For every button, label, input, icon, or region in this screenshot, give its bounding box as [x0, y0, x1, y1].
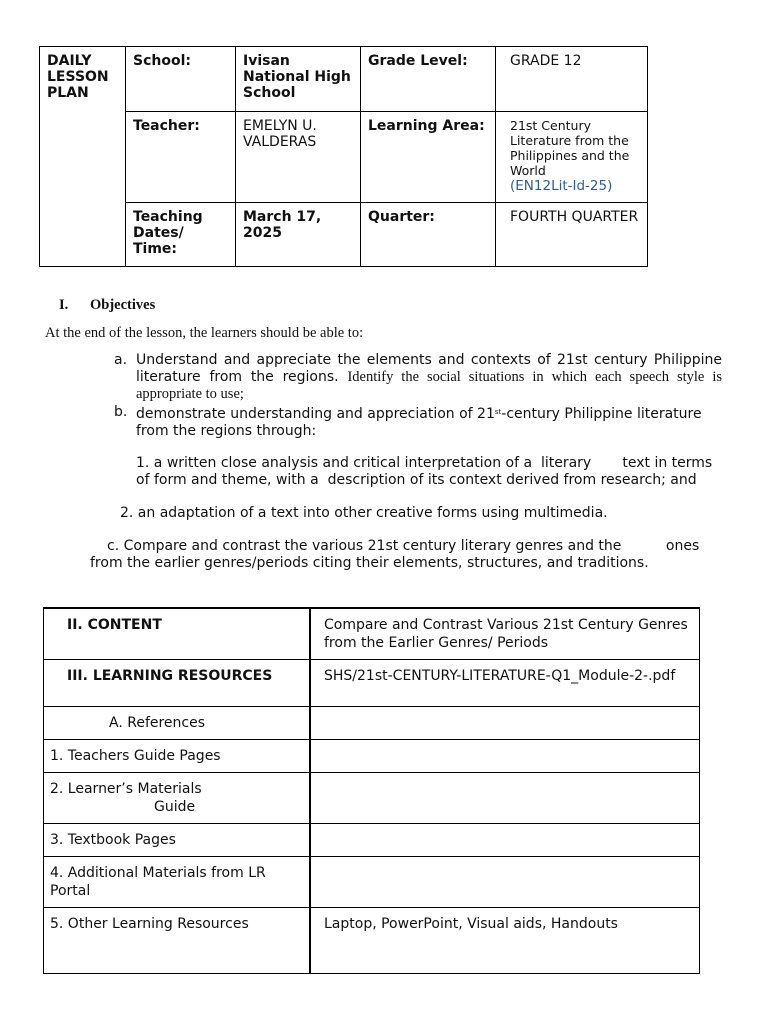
teachers-guide-value — [310, 740, 700, 773]
additional-materials-value — [310, 857, 700, 908]
learning-area-value: 21st Century Literature from the Philippines and the World — [510, 118, 630, 178]
objectives-heading — [59, 297, 155, 314]
objective-a-text-serif: Identify the social situations in which each speech style is appropriate to use; — [136, 369, 723, 402]
textbook-pages-value — [310, 824, 700, 857]
teaching-dates-label: Teaching Dates/ Time: — [126, 203, 236, 267]
objective-a-label: a. — [114, 352, 128, 368]
teacher-value: EMELYN U. VALDERAS — [236, 112, 361, 203]
table-row — [44, 773, 700, 824]
learning-area-label: Learning Area: — [361, 112, 496, 203]
objective-a-text-main: Understand and appreciate the elements and contexts of 21st century Philippine literature from the regions. — [136, 352, 722, 385]
objective-b2: 2. an adaptation of a text into other creative forms using multimedia. — [120, 505, 608, 521]
quarter-label: Quarter: — [361, 203, 496, 267]
objective-c: c. Compare and contrast the various 21st century literary genres and the ones from the earlier genres/periods citing their elements, structures, and traditions. — [90, 538, 704, 571]
learners-materials-cell — [44, 773, 311, 824]
table-row — [44, 824, 700, 857]
objective-b-sup: st — [494, 408, 502, 416]
teachers-guide-label: 1. Teachers Guide Pages — [44, 740, 311, 773]
teacher-label: Teacher: — [126, 112, 236, 203]
table-row — [44, 707, 700, 740]
grade-level-value: GRADE 12 — [496, 47, 648, 112]
objectives-number: I. — [59, 297, 69, 313]
teaching-dates-value: March 17, 2025 — [236, 203, 361, 267]
content-label: II. CONTENT — [44, 608, 311, 660]
content-resources-table — [43, 607, 700, 974]
learners-materials-label-2: Guide — [154, 799, 196, 815]
objective-b-text — [136, 404, 711, 440]
learners-materials-value — [310, 773, 700, 824]
table-row — [44, 740, 700, 773]
table-row — [44, 908, 700, 974]
learners-materials-label: 2. Learner’s Materials — [50, 781, 202, 797]
objectives-intro: At the end of the lesson, the learners should be able to: — [45, 325, 364, 341]
learning-area-cell — [496, 112, 648, 203]
school-value: Ivisan National High School — [236, 47, 361, 112]
quarter-value: FOURTH QUARTER — [496, 203, 648, 267]
references-value — [310, 707, 700, 740]
other-resources-label: 5. Other Learning Resources — [44, 908, 311, 974]
objective-b-text-pre: demonstrate understanding and appreciation of 21 — [136, 406, 495, 422]
table-row — [44, 857, 700, 908]
table-row — [44, 660, 700, 707]
school-label: School: — [126, 47, 236, 112]
table-row — [44, 608, 700, 660]
daily-lesson-plan-title: DAILY LESSON PLAN — [40, 47, 126, 267]
grade-level-label: Grade Level: — [361, 47, 496, 112]
content-value: Compare and Contrast Various 21st Century Genres from the Earlier Genres/ Periods — [310, 608, 700, 660]
lesson-plan-header-table — [39, 46, 648, 267]
learning-resources-value: SHS/21st-CENTURY-LITERATURE-Q1_Module-2-.pdf — [310, 660, 700, 707]
additional-materials-label: 4. Additional Materials from LR Portal — [44, 857, 311, 908]
textbook-pages-label: 3. Textbook Pages — [44, 824, 311, 857]
objective-b-text-post: -century Philippine literature from the regions through: — [136, 406, 702, 439]
learning-resources-label: III. LEARNING RESOURCES — [44, 660, 311, 707]
learning-area-code: (EN12Lit-Id-25) — [510, 178, 613, 194]
objective-b-label: b. — [114, 404, 128, 420]
other-resources-value: Laptop, PowerPoint, Visual aids, Handouts — [310, 908, 700, 974]
objective-b1: 1. a written close analysis and critical interpretation of a literary text in terms of form and theme, with a description of its context derived from research; and — [136, 455, 717, 488]
objectives-title: Objectives — [90, 297, 156, 313]
references-label: A. References — [44, 707, 311, 740]
objective-a-text — [136, 352, 722, 403]
